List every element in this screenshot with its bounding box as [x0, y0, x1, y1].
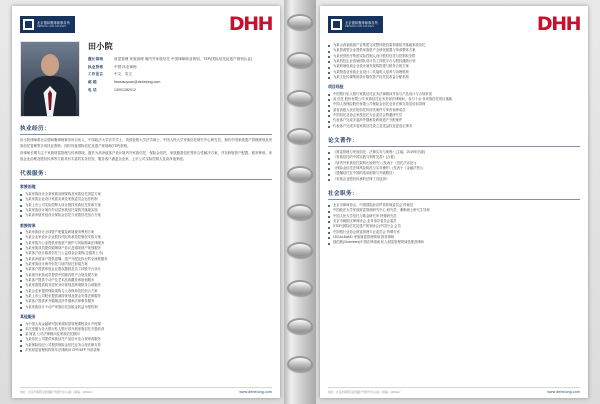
subsection-title: 其他服务 [20, 314, 36, 319]
binder-ring [287, 242, 313, 258]
list-item: 为某家族办公室提供家族资产保护与风险隔离法律服务 [20, 241, 272, 246]
footer-address: 地址：北京市朝阳区建国路7号国贸中心A座（邮编：100022） [20, 391, 95, 394]
list-item: 《家族信托的中国实践与制度完善》(合著) [328, 155, 580, 160]
list-item: 中国银行业协会财富管理专业委员会 特聘专家 [328, 230, 580, 235]
list-item: 钱伯斯(Chambers)中国法律指南 私人财富管理领域受推荐律师 [328, 240, 580, 245]
list-item: 为某家族企业设计家族宪章及家族委员会运作机制 [20, 197, 272, 202]
profile-field [88, 88, 272, 93]
firm-logo-mark-icon [331, 19, 342, 30]
section-rule [328, 146, 580, 147]
list-item: 为某高净值客户提供遗嘱、遗产分配及执行的全流程服务 [20, 257, 272, 262]
subsection-title: 家族传承 [20, 222, 36, 228]
firm-name-cn: 北京德和衡律师事务所 [37, 20, 70, 25]
profile-field-label: 邮 箱 [88, 80, 97, 85]
list-item: 北京市律师协会、中国国际经济贸易仲裁委员会 仲裁员 [328, 203, 580, 208]
brochure-page-left [12, 6, 280, 398]
profile-field-value: 中国 执业律师 [114, 64, 137, 69]
list-item: 多次受邀为各大银行私人银行部开展家族信托专题培训 [20, 327, 272, 332]
experience-paragraph: 田小院律师系北京德和衡律师事务所合伙人，中国政法大学法学学士，英国伦敦大学法学硕士，中国人民大学家族信托研究中心研究员，拥有中国家族遗产管理规划及家族信托管理等多项执业资格；同时具备国际信托及遗产规划师(TEP)资格。 [20, 138, 272, 148]
subsection-title-projects: 项目经验 [328, 84, 344, 90]
firm-logo-mark-icon [23, 19, 34, 30]
list-item: 多家财富管理机构常年法律顾问 CFP/AFP 外部讲师 [20, 348, 272, 353]
list-item: 《家族企业股权传承的法律工具选择》 [328, 177, 580, 182]
footer-website[interactable]: www.dehelong.com [547, 390, 580, 394]
brochure-page-right [320, 6, 588, 398]
list-item: 中国银行私人银行家族信托业务法律顾问并参与产品设计与合规审查 [328, 92, 580, 97]
profile-field-label: 电 话 [88, 87, 97, 92]
binder-ring [287, 128, 313, 144]
service-list [20, 322, 272, 354]
list-item: 为某信托公司提供家族信托产品设计及合规审查服务 [20, 337, 272, 342]
profile-field [88, 65, 272, 70]
section-title-services: 代表服务： [20, 171, 50, 178]
binder-ring [287, 356, 313, 372]
list-item: 代表客户完成多起涉外继承及跨境遗产分配案件 [328, 118, 580, 123]
profile-block [20, 41, 272, 117]
social-role-list [328, 203, 580, 246]
firm-logo [20, 16, 75, 33]
section-title-social-roles: 社会职务： [328, 191, 358, 198]
binder-ring [287, 318, 313, 334]
list-item: 为某家族提供税务居民身份规划及跨境税务合规服务 [20, 283, 272, 288]
list-item: 为某跨境电商企业设计境外架构搭建与税务合规方案 [328, 64, 580, 69]
firm-name-en: DEHENG LAW OFFICES [37, 24, 66, 28]
binder-ring [287, 90, 313, 106]
list-item: 为某客户设计慈善信托与公益基金会架构(含慈善上市) [20, 251, 272, 256]
page-footer-right [328, 387, 580, 394]
profile-field-label: 工作语言 [88, 72, 104, 77]
list-item: STEP(国际信托及遗产规划协会)中国分会 会员 [328, 224, 580, 229]
list-item: LEGALBAND 家族财富管理领域 推荐律师 [328, 235, 580, 240]
firm-name-cn: 北京德和衡律师事务所 [345, 20, 378, 25]
list-item: 为某文化传媒集团设计版权资产信托及收益分配机制 [328, 75, 580, 80]
project-list [328, 92, 580, 129]
profile-field-label: 擅长领域 [88, 57, 104, 61]
firm-name-en: DEHENG LAW OFFICES [345, 24, 374, 28]
list-item: 为中国人寿金融研究院家族财富管理课程设计并授课 [20, 322, 272, 327]
portrait-photo [20, 41, 80, 117]
profile-field-value: 财富管理 家族治理 境内外家族信托 中国律师职业规划、TEP(国际信托及遗产规划认证) [114, 57, 253, 61]
footer-address: 地址：北京市朝阳区建国路7号国贸中心A座（邮编：100022） [328, 391, 403, 394]
binder-ring [287, 204, 313, 220]
list-item: 为某上市公司实际控制人设计股权家族信托传承方案 [20, 203, 272, 208]
list-item: 为某家族成员提供婚姻财产协议及婚前财产规划服务 [20, 246, 272, 251]
list-item: 为某民营医疗集团实际控制人设计股权信托与控制权安排 [328, 54, 580, 59]
experience-paragraph: 田律师长期专注于家族财富管理与传承领域，擅长为高净值客户设计境内外家族信托、保险金信托、家族慈善信托等综合性解决方案，并在跨境资产配置、税务筹划、家族企业治理及股权传承等方面具有丰富的实务经验，服务客户涵盖企业家、上市公司实际控制人及高净值家庭。 [20, 151, 272, 161]
page-header-right [328, 13, 580, 35]
list-item: 为某资源型企业提供家族资产全球化配置与传承整体方案 [328, 48, 580, 53]
list-item: 为某上市公司股东提供减持规划及资金安排法律服务 [20, 294, 272, 299]
list-item: 为某家族设计海外信托与境内信托衔接方案 [20, 262, 272, 267]
list-item: 中国政法大学家族财富管理研究中心 研究员、兼职硕士研究生导师 [328, 208, 580, 213]
list-item: 代表客户完成多起家族信托设立及受益权变更登记事务 [328, 124, 580, 129]
profile-field [88, 57, 272, 62]
list-item: 为某高净值家庭设计保险金信托与家族信托组合方案 [20, 213, 272, 218]
list-item: 某 信托 股份有限公司 家族信托业务外部法律顾问，参与十余 单家族信托项目落地 [328, 97, 580, 102]
page-footer-left [20, 387, 272, 394]
binder-ring [287, 166, 313, 182]
list-item: 为某企业家设计企业股权代际传承及控制权安排方案 [20, 235, 272, 240]
list-item: 中国人寿保险股份有限公司保险金信托业务法律支持及培训讲师 [328, 102, 580, 107]
profile-field [88, 72, 272, 77]
list-item: 《财富管理与家族信托：法律实务与案例》(主编，2019年出版) [328, 150, 580, 155]
publication-list [328, 150, 580, 182]
profile-field [88, 80, 272, 85]
list-item: 《遗嘱信托在中国的适用困境与突破路径》 [328, 171, 580, 176]
continued-service-list [328, 43, 580, 80]
list-item: 中国人民大学信托与基金研究所 特邀研究员 [328, 214, 580, 219]
brand-wordmark: DHH [536, 12, 580, 35]
footer-website[interactable]: www.dehelong.com [239, 390, 272, 394]
profile-email-value[interactable]: tianxiaoyuan@dehelong.com [114, 80, 161, 85]
list-item: 为某科技企业创始团队设计员工持股平台与股权激励计划 [328, 59, 580, 64]
section-rule [20, 179, 272, 180]
section-title-publications: 论文著作： [328, 138, 358, 145]
binder-ring [287, 14, 313, 30]
list-item: 为某家族设计境内外双层家族信托架构并落地实施 [20, 208, 272, 213]
section-title-experience: 执业经历： [20, 126, 50, 132]
list-item: 为某山西某能源产业集团完成整体股权架构重组并落地家族信托 [328, 43, 580, 48]
list-item: 为某保险经纪公司提供保险金信托业务合规法律支持 [20, 343, 272, 348]
list-item: 为某制造业家族企业设计二代接班人培养与治理机制 [328, 70, 580, 75]
service-list [20, 230, 272, 310]
list-item: 某省高级人民法院信托纠纷类案件专家咨询库成员 [328, 108, 580, 113]
subsection-title: 家族治理 [20, 184, 36, 190]
list-item: 北京市朝阳区律师协会 业务指导委员会委员 [328, 219, 580, 224]
list-item: 为某客户提供涉外婚姻及涉外继承法律事务服务 [20, 299, 272, 304]
list-item: 为某境外家族成员提供中国境内资产合规处置方案 [20, 273, 272, 278]
profile-field-value: 中文、英文 [114, 72, 132, 77]
service-list [20, 192, 272, 219]
profile-field-label: 执业资格 [88, 64, 104, 69]
section-rule [328, 199, 580, 200]
binder-ring [287, 52, 313, 68]
brand-wordmark: DHH [228, 12, 272, 35]
list-item: 《境内外家族信托架构比较研究》(发表于《信托法评论》) [328, 161, 580, 166]
person-name: 田小院 [88, 42, 113, 51]
page-header-left [20, 13, 272, 35]
list-item: 《保险金信托法律风险防范与实务操作》(发表于《金融法苑》) [328, 166, 580, 171]
list-item: 某 财富 公司法律顾问及家族信托顾问 [20, 332, 272, 337]
list-item: 为某家族设计不动产家族信托及租金收益分配机制 [20, 305, 272, 310]
list-item: 为某客户提供不动产及艺术品收藏传承规划服务 [20, 278, 272, 283]
list-item: 为某企业家提供保险架构与人寿保单信托组合方案 [20, 289, 272, 294]
list-item: 为某家族设计全套家族治理架构及家族信托顶层方案 [20, 192, 272, 197]
section-rule [20, 134, 272, 135]
list-item: 为某家族设计全球资产配置及跨境税务筹划方案 [20, 230, 272, 235]
list-item: 中国信托业协会家族信托专业委员会特邀研究员 [328, 113, 580, 118]
binder-ring [287, 280, 313, 296]
profile-phone-value: 13001282012 [114, 87, 136, 92]
firm-logo [328, 16, 383, 33]
list-item: 为某客户提供家族企业股权激励及员工持股平台设计 [20, 267, 272, 272]
